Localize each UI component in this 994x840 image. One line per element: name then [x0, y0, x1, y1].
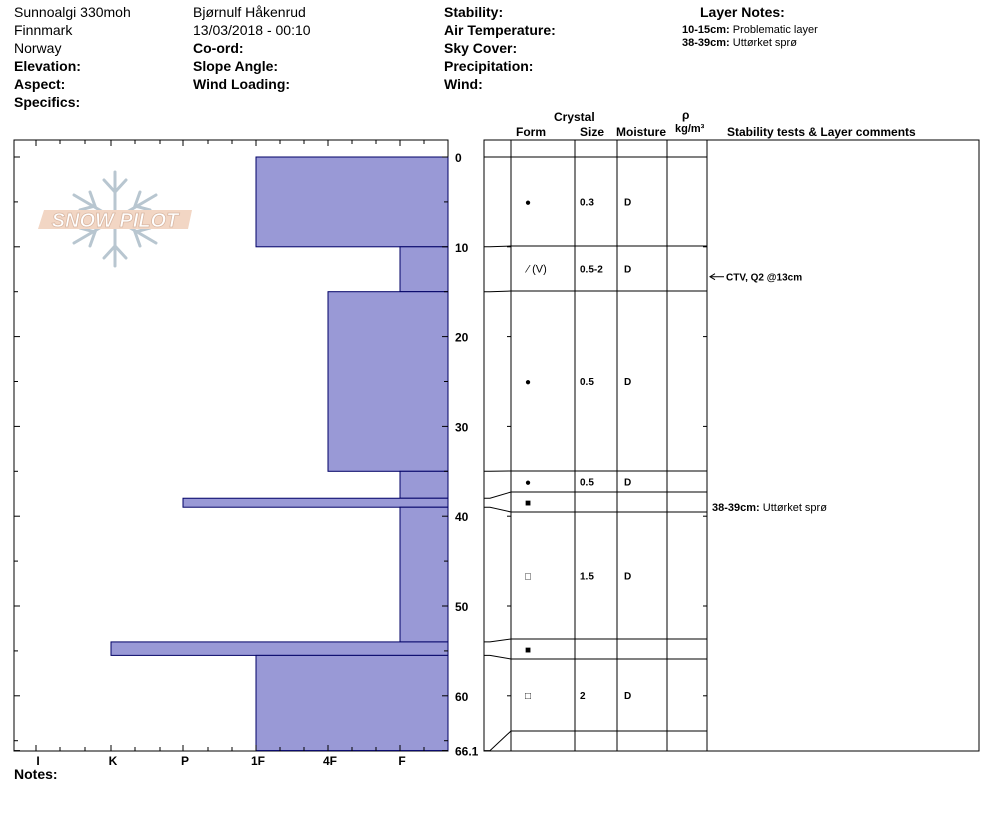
- aspect-label: Aspect:: [14, 76, 66, 92]
- hardness-bar: [183, 498, 448, 507]
- depth-connector: [484, 655, 511, 659]
- depth-tick-label: 30: [455, 420, 469, 435]
- layer-table: [484, 140, 979, 751]
- location: Sunnoalgi 330moh: [14, 4, 131, 20]
- layer-notes-title: Layer Notes:: [700, 4, 785, 20]
- depth-connector: [484, 639, 511, 642]
- coord-label: Co-ord:: [193, 40, 244, 56]
- rho-header: ρ: [682, 108, 690, 122]
- layer-comment-range: 38-39cm:: [712, 502, 763, 514]
- specifics-label: Specifics:: [14, 94, 81, 110]
- hardness-plot: [14, 140, 479, 768]
- crystal-form: ●: [524, 197, 532, 209]
- hardness-bar: [328, 292, 448, 472]
- moisture-value: D: [624, 264, 632, 276]
- layer-note-1-range: 10-15cm:: [682, 24, 730, 36]
- hardness-bar: [256, 157, 448, 247]
- slope-angle-label: Slope Angle:: [193, 58, 279, 74]
- moisture-value: D: [624, 197, 632, 209]
- depth-tick-label: 10: [455, 240, 469, 255]
- hardness-tick-label: K: [108, 754, 118, 768]
- size-header: Size: [580, 125, 605, 139]
- datetime: 13/03/2018 - 00:10: [193, 22, 311, 38]
- crystal-form: ●: [524, 477, 532, 489]
- stability-label: Stability:: [444, 4, 504, 20]
- moisture-value: D: [624, 377, 632, 388]
- crystal-form: ■: [524, 498, 532, 509]
- depth-connector: [484, 492, 511, 498]
- depth-connector: [484, 507, 511, 512]
- layer-note-1-text: Problematic layer: [732, 24, 818, 36]
- hardness-tick-label: F: [398, 754, 406, 768]
- crystal-form: □: [524, 571, 532, 583]
- depth-connector: [484, 291, 511, 292]
- elevation-label: Elevation:: [14, 58, 81, 74]
- depth-connector: [484, 731, 511, 751]
- form-header: Form: [516, 125, 546, 139]
- depth-tick-label: 50: [455, 600, 469, 614]
- crystal-form: □: [524, 691, 532, 702]
- region: Finnmark: [14, 22, 73, 38]
- crystal-size: 0.5-2: [580, 264, 603, 276]
- stability-test-text: CTV, Q2 @13cm: [726, 272, 803, 284]
- density-header: kg/m³: [675, 123, 705, 135]
- snowpilot-logo: [38, 172, 192, 266]
- crystal-size: 0.3: [580, 197, 594, 209]
- crystal-size: 2: [580, 691, 586, 702]
- crystal-size: 0.5: [580, 477, 594, 489]
- layer-comment: [712, 502, 827, 514]
- wind-label: Wind:: [444, 76, 483, 92]
- hardness-bar: [400, 471, 448, 498]
- wind-loading-label: Wind Loading:: [193, 76, 291, 92]
- hardness-bar: [400, 247, 448, 292]
- hardness-bar: [256, 655, 448, 750]
- depth-tick-label: 0: [455, 151, 462, 165]
- sky-cover-label: Sky Cover:: [444, 40, 518, 56]
- moisture-header: Moisture: [616, 125, 667, 139]
- crystal-form: ●: [524, 377, 532, 388]
- hardness-bar: [400, 507, 448, 642]
- layer-note-2-range: 38-39cm:: [682, 37, 730, 49]
- moisture-value: D: [624, 477, 632, 489]
- depth-connector: [484, 246, 511, 247]
- logo-text: SNOW PILOT: [51, 210, 179, 232]
- crystal-form: ⁄ (V): [527, 263, 547, 276]
- precipitation-label: Precipitation:: [444, 58, 534, 74]
- crystal-header: Crystal: [554, 110, 595, 124]
- moisture-value: D: [624, 571, 632, 583]
- depth-tick-label: 20: [455, 330, 469, 345]
- notes-label: Notes:: [14, 766, 58, 782]
- moisture-value: D: [624, 691, 632, 702]
- observer: Bjørnulf Håkenrud: [193, 4, 306, 20]
- hardness-tick-label: P: [180, 754, 190, 768]
- depth-tick-label: 60: [455, 689, 469, 704]
- hardness-tick-label: 1F: [250, 754, 266, 768]
- crystal-size: 1.5: [580, 571, 594, 583]
- hardness-bar: [111, 642, 448, 655]
- stability-comments-header: Stability tests & Layer comments: [727, 125, 916, 139]
- hardness-tick-label: I: [36, 754, 40, 768]
- crystal-size: 0.5: [580, 377, 594, 388]
- hardness-tick-label: 4F: [322, 754, 338, 768]
- depth-tick-label: 66.1: [455, 744, 479, 759]
- layer-note-2-text: Uttørket sprø: [732, 37, 797, 49]
- air-temperature-label: Air Temperature:: [444, 22, 556, 38]
- country: Norway: [14, 40, 62, 56]
- layer-comment-text: Uttørket sprø: [762, 502, 827, 514]
- crystal-form: ■: [524, 645, 532, 656]
- depth-tick-label: 40: [455, 510, 469, 525]
